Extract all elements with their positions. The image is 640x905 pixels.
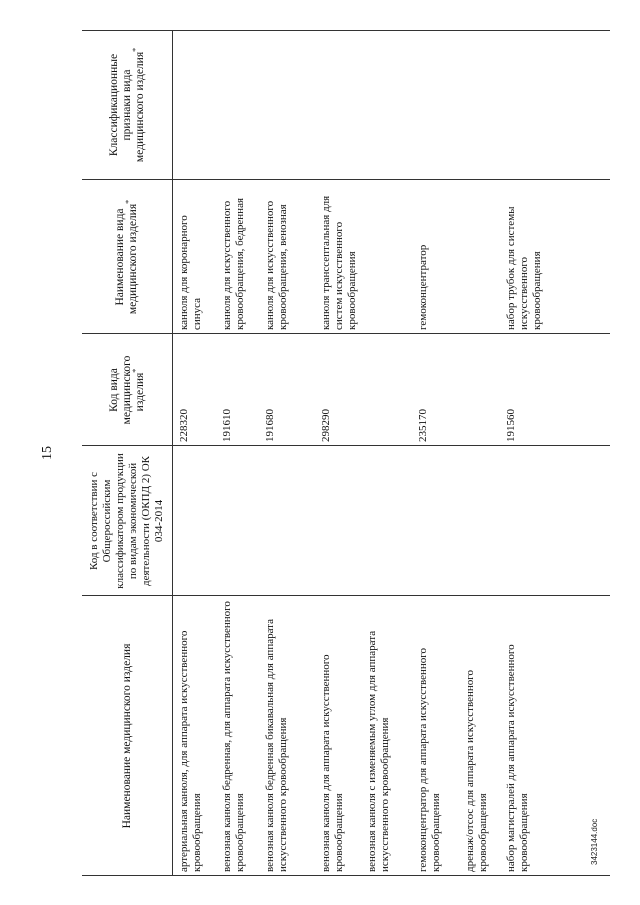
cell-code: 191610	[221, 409, 233, 442]
header-name	[82, 596, 172, 876]
header-divider	[172, 30, 173, 876]
header-code-asterisk: *	[130, 368, 140, 373]
col-divider-3	[82, 333, 610, 334]
table-border-left	[82, 875, 610, 876]
table-border-right	[82, 30, 610, 31]
cell-type-name: канюля для искусственного кровообращения, венозная	[264, 200, 289, 330]
cell-name: дренаж/отсос для аппарата искусственного кровообращения	[464, 669, 489, 872]
cell-code: 191680	[264, 409, 276, 442]
header-type-name-text: Наименование вида медицинского изделия	[114, 203, 139, 315]
cell-name: венозная канюля для аппарата искусственного кровообращения	[320, 654, 345, 872]
header-class-text: Классификационные признаки вида медицинского изделия	[107, 51, 146, 163]
cell-code: 235170	[417, 409, 429, 442]
medical-devices-table	[82, 30, 610, 876]
cell-name: венозная канюля бедренная бикавальная для аппарата искусственного кровообращения	[264, 618, 289, 872]
header-okpd-text: Код в соответствии с Общероссийским классификатором продукции по видам экономической деятельности (ОКПД 2) ОК 034-2014	[88, 453, 165, 589]
cell-type-name: канюля для искусственного кровообращения, бедренная	[221, 197, 246, 330]
cell-code: 191560	[505, 409, 517, 442]
cell-code: 298290	[320, 409, 332, 442]
footer-text: 3423144.doc	[590, 818, 599, 865]
header-type-asterisk: *	[124, 199, 134, 204]
cell-type-name: канюля для коронарного синуса	[178, 215, 203, 330]
header-code-text: Код вида медицинского изделия	[107, 355, 146, 425]
header-type-name	[82, 180, 172, 334]
header-code	[82, 334, 172, 446]
page-number: 15	[40, 446, 55, 460]
cell-code: 228320	[178, 409, 190, 442]
cell-name: венозная канюля с изменяемым углом для аппарата искусственного кровообращения	[366, 630, 391, 872]
cell-name: венозная канюля бедренная, для аппарата искусственного кровообращения	[221, 601, 246, 872]
header-class-asterisk: *	[130, 47, 140, 52]
col-divider-4	[82, 179, 610, 180]
col-divider-1	[82, 595, 610, 596]
cell-type-name: набор трубок для системы искусственного кровообращения	[505, 206, 543, 330]
cell-name: гемоконцентратор для аппарата искусственного кровообращения	[417, 647, 442, 872]
header-class	[82, 30, 172, 180]
header-okpd	[82, 446, 172, 596]
col-divider-2	[82, 445, 610, 446]
cell-type-name: канюля транссептальная для систем искусственного кровообращения	[320, 195, 358, 330]
cell-name: артериальная канюля, для аппарата искусственного кровообращения	[178, 630, 203, 872]
cell-type-name: гемоконцентратор	[417, 244, 429, 330]
header-name-text: Наименование медицинского изделия	[120, 643, 133, 829]
cell-name: набор магистралей для аппарата искусственного кровообращения	[505, 644, 530, 872]
